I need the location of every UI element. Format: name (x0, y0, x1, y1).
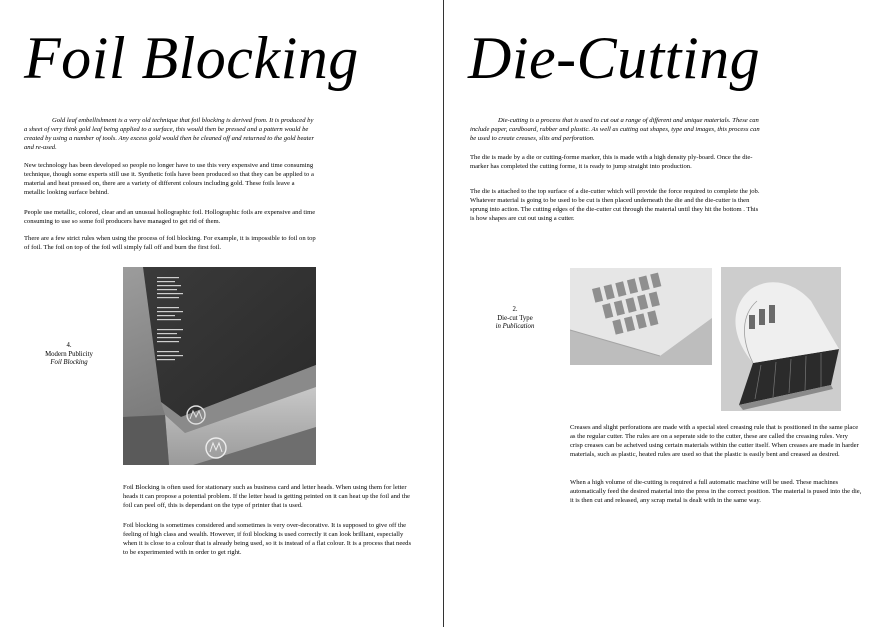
die-cut-book-photo (570, 268, 712, 365)
caption-title: Die-cut Type (497, 314, 533, 322)
right-bottom-paragraph-2: When a high volume of die-cutting is required a full automatic machine will be used. These machines automatically feed the desired material into the press in the correct position. The material is pused into the die, it is then cut and released, any scrap metal is dealt with in the same way. (570, 479, 862, 504)
page-divider (443, 0, 444, 627)
caption-title: Modern Publicity (45, 350, 93, 358)
caption-number: 2. (512, 306, 518, 313)
caption-number: 4. (66, 342, 72, 349)
left-figure-caption (34, 342, 104, 368)
foil-blocking-photo (123, 267, 316, 465)
right-figure-caption (480, 306, 550, 332)
left-paragraph-1: New technology has been developed so people no longer have to use this very expensive and time consuming technique, though some experts still use it. Synthetic foils have been produced so that they can be applied to a material and heat pressed on, there are a variety of different colours including gold. These foils leave a metallic looking surface behind. (24, 162, 314, 196)
left-intro: Gold leaf embellishment is a very old technique that foil blocking is derived from. It is produced by a sheet of very think gold leaf being applied to a surface, this would then be pressed and a pattern would be created by using a number of tools. Any excess gold would then be cleaned off and returned to the gold beater and re-used. (24, 117, 315, 151)
right-intro: Die-cutting is a process that is used to cut out a range of different and unique materials. These can include paper, cardboard, rubber and plastic. As well as cutting out shapes, type and images, this process can be used to create creases, slits and perforation. (470, 117, 760, 142)
left-paragraph-2: People use metallic, colored, clear and an unusual hollographic foil. Hollographic foils are expensive and time consuming to use so some foil producers have managed to get rid of them. (24, 209, 316, 225)
die-cut-pages-photo (721, 267, 841, 411)
caption-subtitle: Foil Blocking (50, 359, 88, 367)
left-paragraph-3: There are a few strict rules when using the process of foil blocking. For example, it is impossible to foil on top of foil. The foil on top of the foil will simply fall off and burn the first foil. (24, 235, 316, 251)
left-bottom-paragraph-1: Foil Blocking is often used for stationary such as business card and letter heads. When using them for letter heads it can propose a potential problem. If the letter head is getting peinted on it can heat up the foil and the foil can peel off, this is dependant on the type of printer that is used. (123, 484, 410, 509)
right-paragraph-1: The die is made by a die or cutting-forme marker, this is made with a high density ply-board. Once the die-marker has completed the cutting forme, it is ready to jump straight into production. (470, 154, 753, 170)
left-bottom-paragraph-2: Foil blocking is sometimes considered and sometimes is very over-decorative. It is supposed to give off the feeling of high class and wealth. However, if foil blocking is used correctly it can look brilliant, especially when it is close to a colour that is already being used, so it is instead of a flat colour. It is a process that needs to be experimented with in order to get right. (123, 522, 412, 556)
caption-subtitle: in Publication (495, 323, 535, 331)
right-page-title: Die-Cutting (468, 25, 761, 91)
right-paragraph-2: The die is attached to the top surface of a die-cutter which will provide the force required to complete the job. Whatever material is going to be used to be cut is then placed underneath the die and the die-cutter is then sprung into action. The cutting edges of the die-cutter cut through the material until they hit the bottom . This is how shapes are cut out using a cutter. (470, 188, 760, 222)
left-page-title: Foil Blocking (24, 25, 359, 91)
right-bottom-paragraph-1: Creases and slight perforations are made with a special steel creasing rule that is positioned in the same place as the regular cutter. The rules are on a seperate side to the cutter, these are called the creasing rules. Very crisp creases can be acheived using certain materials within the cutter itself. When creases are made in harder materials, such as plastic, heated rules are used so that the plastic is easily bent and creased as desired. (570, 424, 859, 458)
